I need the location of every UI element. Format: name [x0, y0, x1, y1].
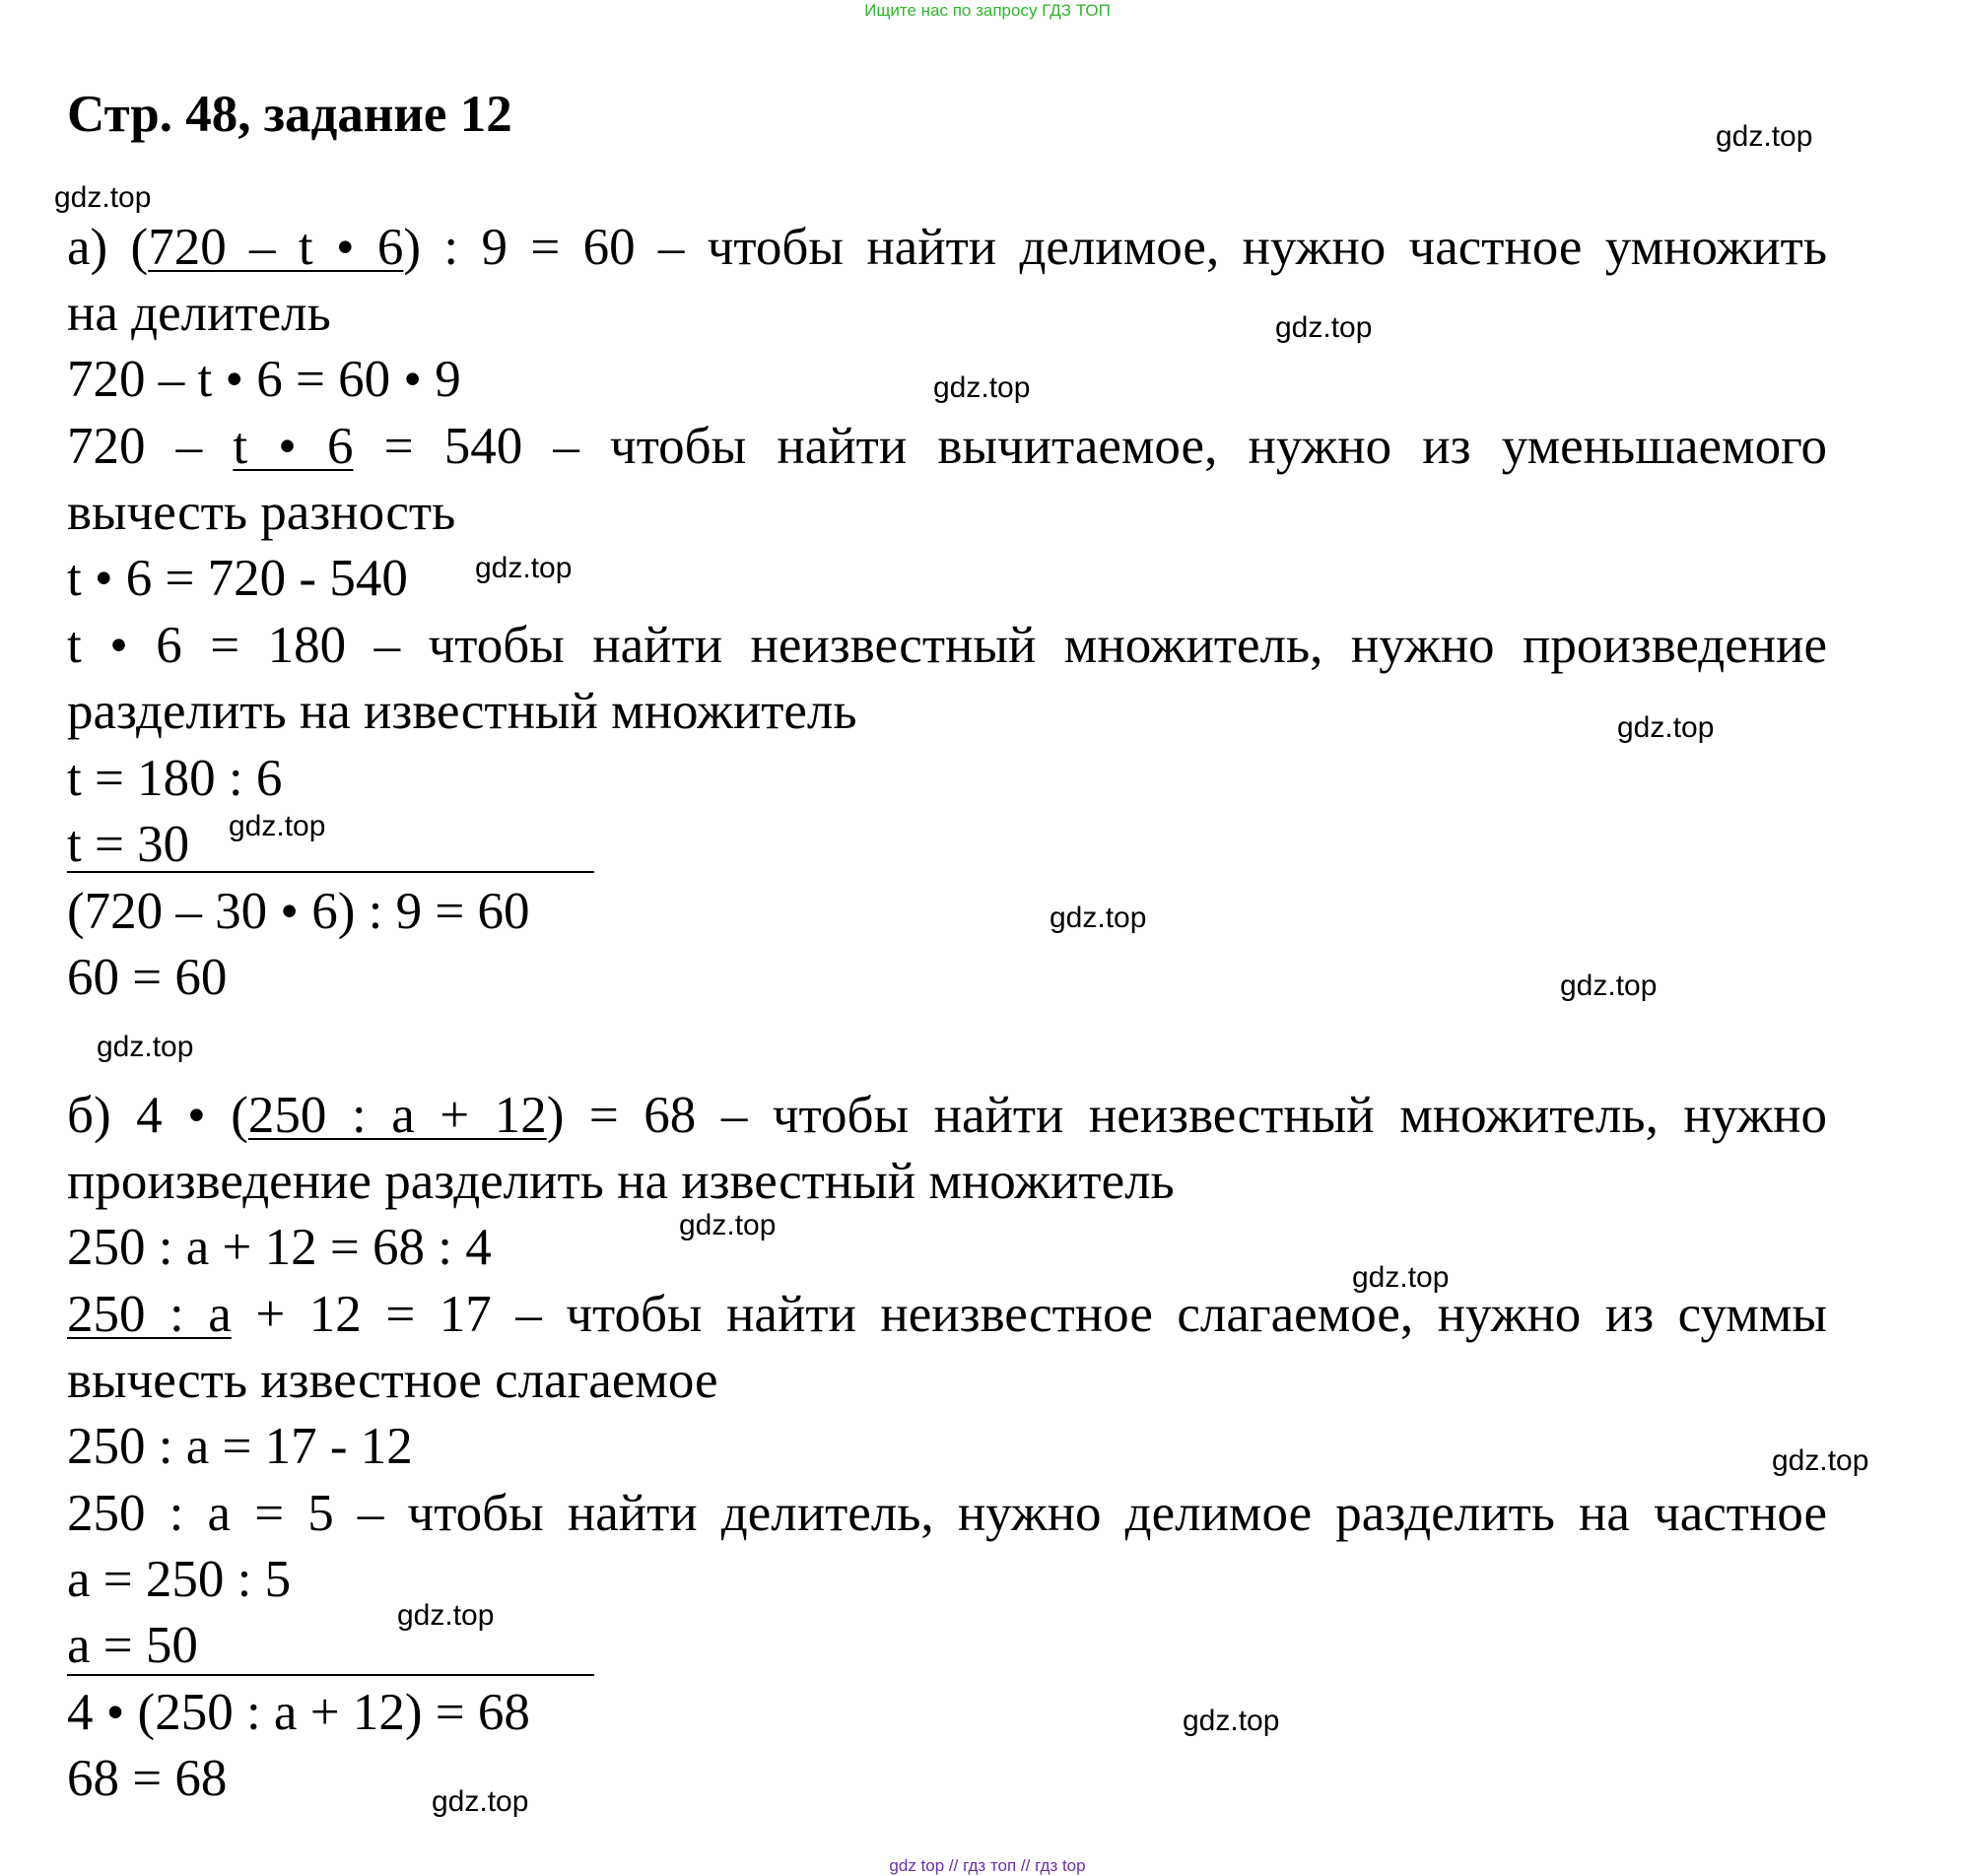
- check-line: 4 • (250 : a + 12) = 68: [67, 1684, 530, 1741]
- watermark: gdz.top: [933, 371, 1031, 404]
- watermark: gdz.top: [1050, 902, 1147, 934]
- watermark: gdz.top: [397, 1599, 495, 1632]
- watermark: gdz.top: [1352, 1261, 1450, 1294]
- watermark: gdz.top: [1183, 1705, 1280, 1737]
- solution-line: 250 : a + 12 = 68 : 4: [67, 1219, 492, 1276]
- watermark: gdz.top: [679, 1209, 777, 1241]
- solution-line: произведение разделить на известный множитель: [67, 1153, 1175, 1210]
- check-line: 68 = 68: [67, 1750, 228, 1807]
- watermark: gdz.top: [1772, 1444, 1869, 1477]
- page-title: Стр. 48, задание 12: [67, 86, 512, 143]
- solution-line: t • 6 = 180 – чтобы найти неизвестный множитель, нужно произведение: [67, 617, 1827, 674]
- watermark: gdz.top: [1560, 970, 1658, 1002]
- solution-line: на делитель: [67, 285, 331, 342]
- solution-line: разделить на известный множитель: [67, 683, 857, 740]
- top-banner[interactable]: Ищите нас по запросу ГДЗ ТОП: [864, 1, 1111, 20]
- solution-line: 250 : a = 5 – чтобы найти делитель, нужно делимое разделить на частное: [67, 1485, 1827, 1542]
- check-divider: [67, 1674, 594, 1676]
- check-line: 60 = 60: [67, 949, 228, 1006]
- solution-line: t = 180 : 6: [67, 750, 283, 807]
- solution-line: а) (720 – t • 6) : 9 = 60 – чтобы найти делимое, нужно частное умножить: [67, 219, 1828, 276]
- solution-line: a = 250 : 5: [67, 1551, 292, 1608]
- watermark: gdz.top: [54, 181, 152, 214]
- solution-line: 720 – t • 6 = 540 – чтобы найти вычитаемое, нужно из уменьшаемого: [67, 418, 1827, 475]
- answer-line: a = 50: [67, 1617, 198, 1674]
- watermark: gdz.top: [432, 1785, 529, 1818]
- watermark: gdz.top: [97, 1031, 194, 1063]
- solution-line: б) 4 • (250 : a + 12) = 68 – чтобы найти неизвестный множитель, нужно: [67, 1087, 1828, 1144]
- watermark: gdz.top: [475, 552, 573, 584]
- solution-line: t • 6 = 720 - 540: [67, 550, 408, 607]
- watermark: gdz.top: [1617, 711, 1715, 744]
- watermark: gdz.top: [1716, 120, 1813, 153]
- solution-line: 250 : a = 17 - 12: [67, 1418, 413, 1475]
- solution-line: 250 : a + 12 = 17 – чтобы найти неизвестное слагаемое, нужно из суммы: [67, 1286, 1827, 1343]
- watermark: gdz.top: [229, 810, 326, 842]
- answer-line: t = 30: [67, 816, 190, 873]
- footer-links[interactable]: gdz top // гдз топ // гдз top: [889, 1856, 1086, 1875]
- watermark: gdz.top: [1275, 311, 1373, 344]
- solution-line: вычесть разность: [67, 484, 456, 541]
- solution-line: вычесть известное слагаемое: [67, 1352, 718, 1409]
- solution-line: 720 – t • 6 = 60 • 9: [67, 351, 461, 408]
- check-divider: [67, 871, 594, 873]
- check-line: (720 – 30 • 6) : 9 = 60: [67, 883, 530, 940]
